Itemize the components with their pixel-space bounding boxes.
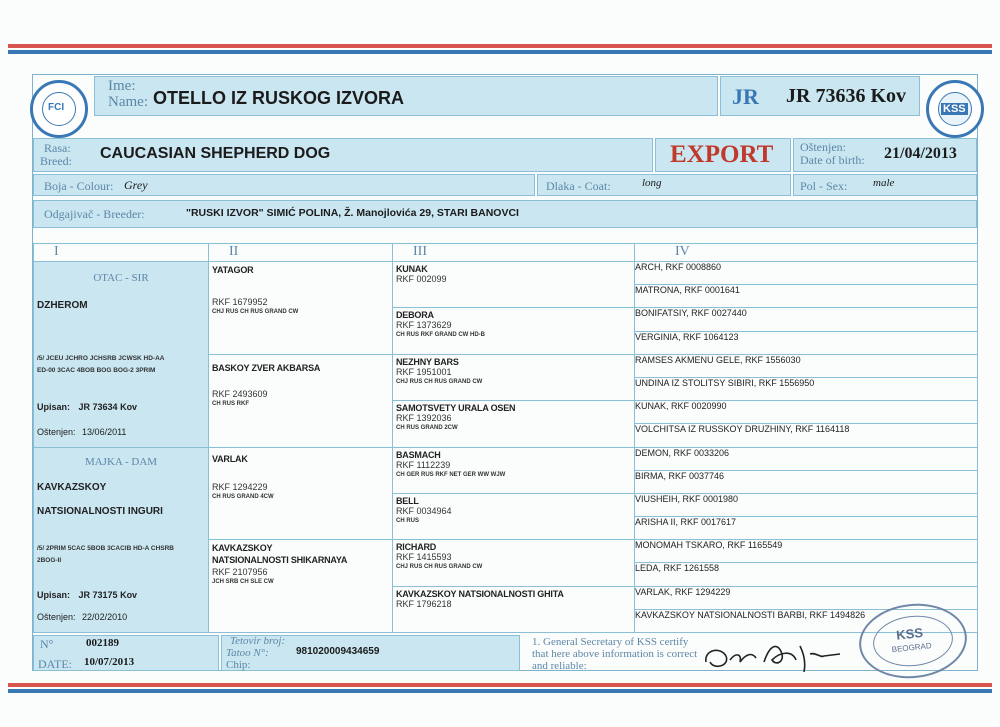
sire-upisan-value: JR 73634 Kov bbox=[78, 402, 138, 412]
sire-upisan-label: Upisan: bbox=[37, 402, 71, 412]
gen3-titles-2: CH RUS RKF GRAND CW HD-B bbox=[396, 332, 485, 339]
gen2-name-2: BASKOY ZVER AKBARSA bbox=[212, 362, 321, 373]
number-label: N° bbox=[40, 637, 54, 651]
gen4-row-13: MONOMAH TSKARO, RKF 1165549 bbox=[635, 540, 978, 563]
gen2-titles-4: JCH SRB CH SLE CW bbox=[212, 579, 274, 586]
gen3-name-3: NEZHNY BARS bbox=[396, 356, 459, 367]
gen4-row-14: LEDA, RKF 1261558 bbox=[635, 563, 978, 586]
dam-titles-1: /5/ 2PRIM 5CAC 5BOB 3CACIB HD-A CHSRB bbox=[37, 544, 174, 552]
sire-heading: OTAC - SIR bbox=[93, 272, 149, 284]
dam-titles-2: 2BOG-II bbox=[37, 556, 62, 564]
gen2-cell-3 bbox=[209, 447, 393, 540]
export-stamp: EXPORT bbox=[670, 141, 774, 168]
gen4-row-16: KAVKAZSKOY NATSIONALNOSTI BARBI, RKF 1494826 bbox=[635, 609, 978, 632]
column-header-ii: II bbox=[209, 244, 393, 262]
gen4-row-5: RAMSES AKMENU GELE, RKF 1556030 bbox=[635, 354, 978, 377]
breed-value: CAUCASIAN SHEPHERD DOG bbox=[100, 145, 331, 162]
dam-name-1: KAVKAZSKOY bbox=[37, 481, 107, 493]
gen3-reg-1: RKF 002099 bbox=[396, 274, 447, 284]
registration-number: JR 73636 Kov bbox=[786, 85, 906, 107]
breeder-value: "RUSKI IZVOR" SIMIĆ POLINA, Ž. Manojlovića 29, STARI BANOVCI bbox=[186, 207, 519, 219]
gen3-cell-5 bbox=[393, 447, 635, 493]
column-header-i: I bbox=[34, 244, 209, 262]
gen3-reg-2: RKF 1373629 bbox=[396, 320, 452, 331]
gen3-titles-7: CHJ RUS CH RUS GRAND CW bbox=[396, 564, 483, 571]
sex-value: male bbox=[873, 177, 895, 189]
gen2-titles-1: CHJ RUS CH RUS GRAND CW bbox=[212, 309, 299, 315]
column-header-iii: III bbox=[393, 244, 635, 262]
gen3-titles-5: CH GER RUS RKF NET GER WW WJW bbox=[396, 471, 506, 478]
gen3-titles-4: CH RUS GRAND 2CW bbox=[396, 425, 458, 432]
gen4-row-12: ARISHA II, RKF 0017617 bbox=[635, 517, 978, 540]
gen2-cell-2 bbox=[209, 354, 393, 447]
gen3-titles-3: CHJ RUS CH RUS GRAND CW bbox=[396, 378, 483, 385]
gen3-cell-6 bbox=[393, 493, 635, 539]
date-label: DATE: bbox=[38, 657, 72, 671]
gen2-name-4b: NATSIONALNOSTI SHIKARNAYA bbox=[212, 555, 348, 566]
gen2-name-1: YATAGOR bbox=[212, 265, 254, 275]
gen4-row-15: VARLAK, RKF 1294229 bbox=[635, 586, 978, 609]
gen4-row-8: VOLCHITSA IZ RUSSKOY DRUZHINY, RKF 1164118 bbox=[635, 424, 978, 447]
gen4-row-4: VERGINIA, RKF 1064123 bbox=[635, 331, 978, 354]
breed-label-rasa: Rasa: bbox=[44, 141, 71, 155]
breed-label-breed: Breed: bbox=[40, 154, 72, 168]
gen3-name-7: RICHARD bbox=[396, 542, 437, 553]
fci-logo: FCI bbox=[30, 80, 88, 138]
gen3-cell-8 bbox=[393, 586, 635, 632]
gen2-cell-4 bbox=[209, 540, 393, 633]
date-of-birth: 21/04/2013 bbox=[884, 145, 957, 162]
name-label-ime: Ime: bbox=[108, 78, 136, 94]
gen3-name-2: DEBORA bbox=[396, 310, 434, 321]
dam-ostenjen-value: 22/02/2010 bbox=[82, 611, 128, 622]
certify-line-1: 1. General Secretary of KSS certify bbox=[532, 636, 689, 648]
certify-line-2: that here above information is correct bbox=[532, 648, 698, 660]
gen4-row-9: DEMON, RKF 0033206 bbox=[635, 447, 978, 470]
top-red-stripe bbox=[8, 44, 992, 48]
dam-heading: MAJKA - DAM bbox=[84, 455, 158, 468]
certificate-number: 002189 bbox=[86, 637, 119, 649]
gen3-reg-5: RKF 1112239 bbox=[396, 459, 451, 470]
sire-name: DZHEROM bbox=[37, 300, 88, 311]
tattoo-label-2: Tatoo N°: bbox=[226, 647, 269, 659]
dog-name: OTELLO IZ RUSKOG IZVORA bbox=[153, 88, 404, 108]
dam-ostenjen-label: Oštenjen: bbox=[37, 611, 76, 622]
dam-upisan-label: Upisan: bbox=[37, 589, 71, 600]
gen3-cell-3 bbox=[393, 354, 635, 400]
gen3-cell-7 bbox=[393, 540, 635, 586]
gen4-row-3: BONIFATSIY, RKF 0027440 bbox=[635, 308, 978, 331]
chip-label: Chip: bbox=[226, 659, 251, 671]
name-label-name: Name: bbox=[108, 94, 148, 110]
bottom-blue-stripe bbox=[8, 689, 992, 693]
sire-ostenjen-value: 13/06/2011 bbox=[82, 427, 127, 437]
bottom-red-stripe bbox=[8, 683, 992, 687]
gen3-name-4: SAMOTSVETY URALA OSEN bbox=[396, 403, 516, 414]
gen2-reg-2: RKF 2493609 bbox=[212, 388, 268, 399]
gen2-reg-1: RKF 1679952 bbox=[212, 297, 268, 307]
sex-label: Pol - Sex: bbox=[800, 179, 848, 193]
gen2-name-3: VARLAK bbox=[212, 453, 248, 464]
sire-titles-1: /5/ JCEU JCHRO JCHSRB JCWSK HD-AA bbox=[37, 355, 165, 362]
kss-logo: KSS bbox=[926, 80, 984, 138]
colour-value: Grey bbox=[124, 178, 148, 192]
gen3-reg-7: RKF 1415593 bbox=[396, 552, 452, 563]
gen3-name-5: BASMACH bbox=[396, 449, 441, 460]
dob-label-date: Date of birth: bbox=[800, 153, 865, 167]
signature bbox=[700, 632, 850, 674]
gen2-cell-1 bbox=[209, 262, 393, 355]
gen4-row-10: BIRMA, RKF 0037746 bbox=[635, 470, 978, 493]
gen2-reg-4: RKF 2107956 bbox=[212, 567, 268, 578]
coat-label: Dlaka - Coat: bbox=[546, 179, 611, 193]
gen3-name-8: KAVKAZSKOY NATSIONALNOSTI GHITA bbox=[396, 588, 564, 599]
gen3-name-1: KUNAK bbox=[396, 264, 428, 274]
gen3-reg-4: RKF 1392036 bbox=[396, 413, 452, 424]
gen3-name-6: BELL bbox=[396, 495, 419, 506]
dam-upisan-value: JR 73175 Kov bbox=[78, 589, 138, 600]
kss-stamp-text: KSS bbox=[895, 624, 924, 643]
gen4-row-6: UNDINA IZ STOLITSY SIBIRI, RKF 1556950 bbox=[635, 377, 978, 400]
gen2-name-4: KAVKAZSKOY bbox=[212, 543, 273, 554]
gen3-reg-3: RKF 1951001 bbox=[396, 366, 452, 377]
breeder-label: Odgajivač - Breeder: bbox=[44, 207, 145, 221]
column-header-iv: IV bbox=[635, 244, 978, 262]
sire-cell bbox=[34, 262, 209, 448]
chip-number: 981020009434659 bbox=[296, 646, 380, 657]
dam-cell bbox=[34, 447, 209, 633]
coat-value: long bbox=[642, 177, 662, 189]
kss-stamp-city: BEOGRAD bbox=[891, 641, 933, 655]
sire-titles-2: ED-00 3CAC 4BOB BOG BOG-2 3PRIM bbox=[37, 367, 156, 374]
gen3-titles-6: CH RUS bbox=[396, 517, 420, 524]
colour-label: Boja - Colour: bbox=[44, 179, 114, 193]
gen4-row-2: MATRONA, RKF 0001641 bbox=[635, 285, 978, 308]
gen3-reg-6: RKF 0034964 bbox=[396, 505, 452, 516]
gen4-row-11: VIUSHEIH, RKF 0001980 bbox=[635, 493, 978, 516]
certify-line-3: and reliable: bbox=[532, 660, 587, 672]
sire-ostenjen-label: Oštenjen: bbox=[37, 427, 76, 437]
gen2-titles-2: CH RUS RKF bbox=[212, 400, 249, 407]
gen4-row-7: KUNAK, RKF 0020990 bbox=[635, 401, 978, 424]
gen3-cell-1 bbox=[393, 262, 635, 308]
dob-label-ostenjen: Oštenjen: bbox=[800, 140, 846, 154]
tattoo-label-1: Tetovir broj: bbox=[230, 635, 286, 647]
gen2-reg-3: RKF 1294229 bbox=[212, 481, 268, 492]
gen3-reg-8: RKF 1796218 bbox=[396, 598, 452, 609]
dam-name-2: NATSIONALNOSTI INGURI bbox=[37, 505, 163, 517]
issue-date: 10/07/2013 bbox=[84, 656, 135, 668]
gen4-row-1: ARCH, RKF 0008860 bbox=[635, 262, 978, 285]
top-blue-stripe bbox=[8, 50, 992, 54]
gen3-cell-2 bbox=[393, 308, 635, 354]
gen2-titles-3: CH RUS GRAND 4CW bbox=[212, 493, 274, 500]
gen3-cell-4 bbox=[393, 401, 635, 447]
pedigree-table bbox=[33, 243, 978, 633]
jr-label: JR bbox=[732, 84, 759, 109]
